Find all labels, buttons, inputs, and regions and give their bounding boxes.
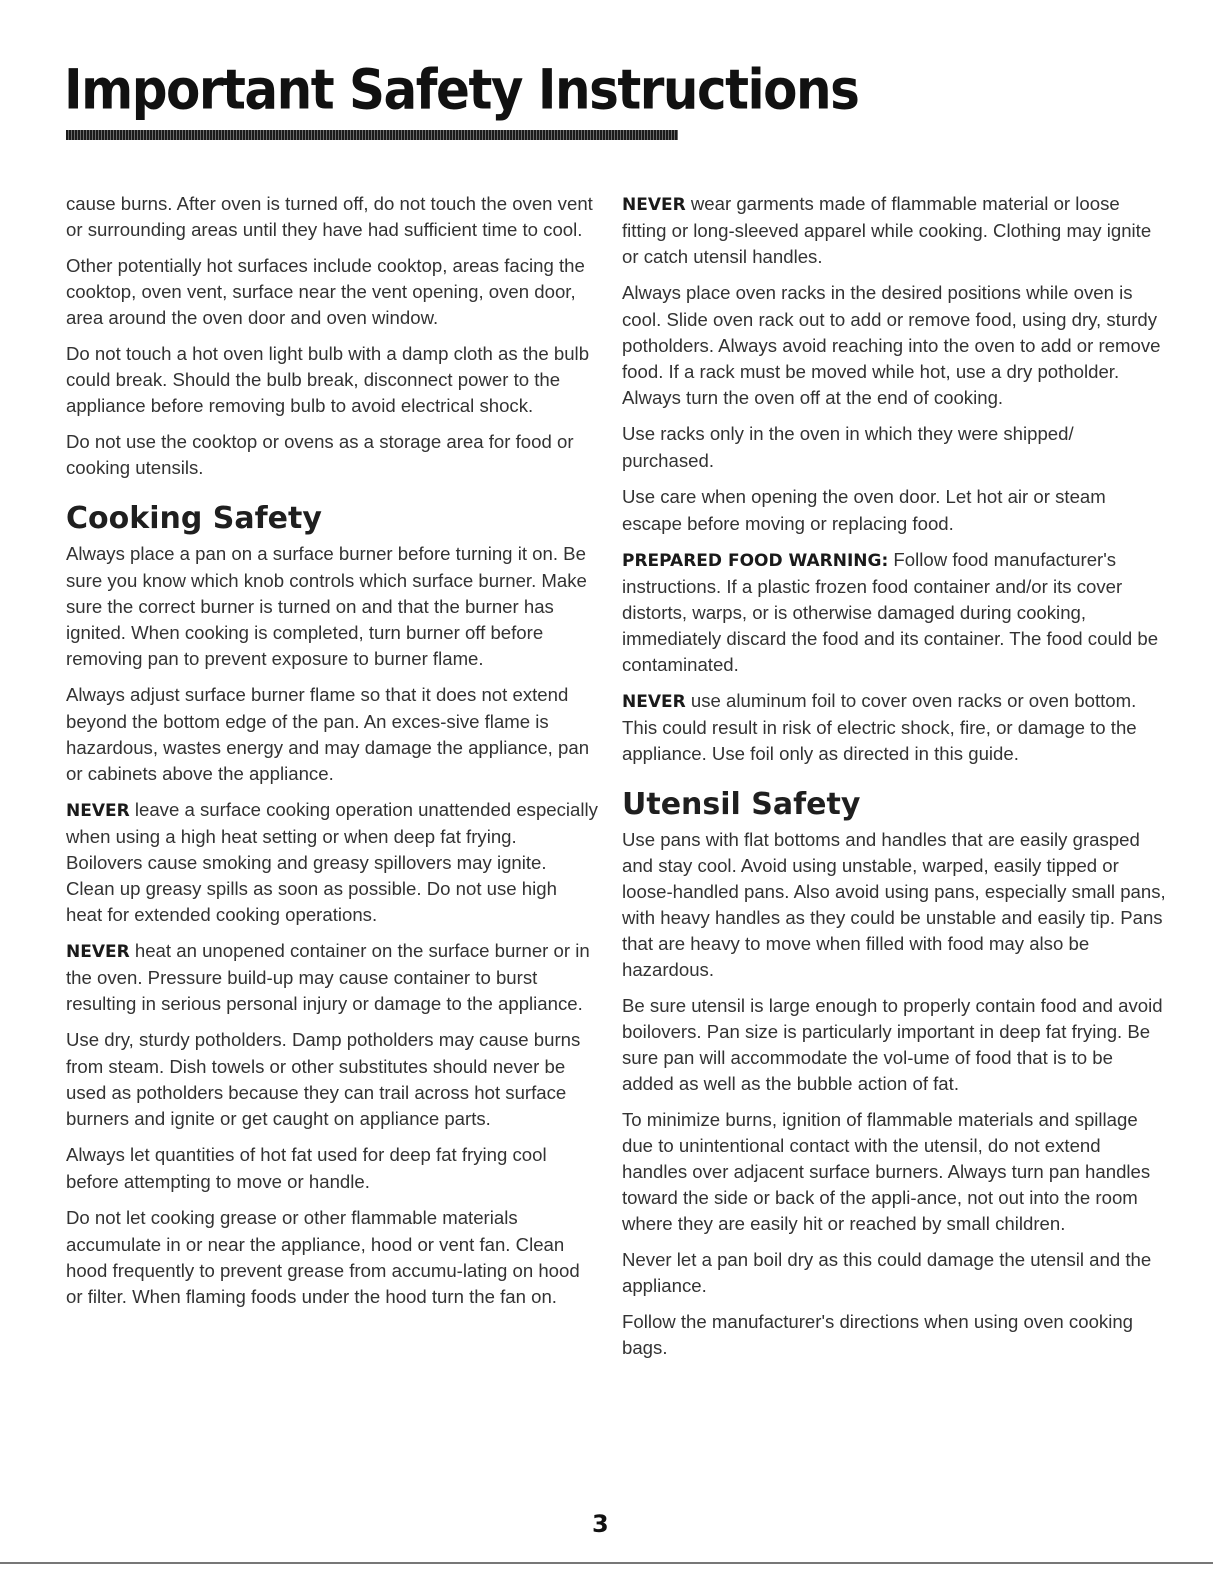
cooking-safety-paragraph (66, 541, 598, 672)
never-warning-lead: NEVER (622, 195, 686, 215)
paragraph-text: Use racks only in the oven in which they were shipped/ purchased. (622, 423, 1074, 471)
paragraph-text: use aluminum foil to cover oven racks or oven bottom. This could result in risk of electric shock, fire, or damage to the appliance. Use foil only as directed in this guide. (622, 690, 1137, 764)
cooking-safety-paragraph (66, 938, 598, 1017)
cooking-safety-paragraph (66, 682, 598, 787)
utensil-safety-heading: Utensil Safety (622, 787, 861, 822)
intro-paragraph: Do not touch a hot oven light bulb with a damp cloth as the bulb could break. Should the bulb break, disconnect power to the appliance before removing bulb to avoid electrical shock. (66, 343, 590, 416)
paragraph-text: Always place a pan on a surface burner before turning it on. Be sure you know which knob controls which surface burner. Make sure the correct burner is turned on and that the burner has ignited. When cooking is completed, turn burner off before removing pan to prevent exposure to burner flame. (66, 543, 587, 669)
never-warning-lead: NEVER (622, 692, 686, 712)
intro-paragraph: cause burns. After oven is turned off, do not touch the oven vent or surrounding areas until they have had sufficient time to cool. (66, 193, 593, 240)
page-title: Important Safety Instructions (64, 58, 859, 122)
paragraph-text: heat an unopened container on the surface burner or in the oven. Pressure build-up may cause container to burst resulting in serious personal injury or damage to the appliance. (66, 940, 590, 1014)
never-warning-lead: NEVER (66, 801, 130, 821)
cooking-safety-paragraph (66, 1205, 598, 1310)
paragraph-text: Always let quantities of hot fat used for deep fat frying cool before attempting to move or handle. (66, 1144, 547, 1192)
prepared-food-warning-lead: PREPARED FOOD WARNING: (622, 551, 889, 571)
paragraph-text: Use care when opening the oven door. Let hot air or steam escape before moving or replacing food. (622, 486, 1106, 534)
paragraph-text: leave a surface cooking operation unattended especially when using a high heat setting or when deep fat frying. Boilovers cause smoking and greasy spillovers may ignite. Clean up greasy spills as soon as possible. Do not use high heat for extended cooking operations. (66, 799, 598, 925)
safety-paragraph (622, 421, 1167, 474)
paragraph-text: Follow food manufacturer's instructions. If a plastic frozen food container and/or its cover distorts, warps, or is otherwise damaged during cooking, immediately discard the food and its container. The food could be contaminated. (622, 549, 1159, 675)
safety-paragraph (622, 547, 1167, 678)
safety-paragraph (622, 484, 1167, 537)
utensil-safety-paragraph: To minimize burns, ignition of flammable materials and spillage due to unintentional contact with the utensil, do not extend handles over adjacent surface burners. Always turn pan handles toward the side or back of the appli-ance, not out into the room where they are easily hit or reached by small children. (622, 1109, 1151, 1234)
safety-paragraph (622, 280, 1167, 411)
left-column (66, 191, 598, 1320)
utensil-safety-paragraph: Follow the manufacturer's directions when using oven cooking bags. (622, 1311, 1134, 1358)
safety-paragraph (622, 688, 1167, 767)
utensil-safety-paragraph: Never let a pan boil dry as this could damage the utensil and the appliance. (622, 1249, 1152, 1296)
utensil-safety-paragraph: Be sure utensil is large enough to properly contain food and avoid boilovers. Pan size is particularly important in deep fat frying. Be sure pan will accommodate the vol-ume of food that is to be added as well as the bubble action of fat. (622, 995, 1163, 1094)
intro-paragraph: Do not use the cooktop or ovens as a storage area for food or cooking utensils. (66, 431, 574, 478)
never-warning-lead: NEVER (66, 942, 130, 962)
intro-paragraph: Other potentially hot surfaces include cooktop, areas facing the cooktop, oven vent, surface near the vent opening, oven door, area around the oven door and oven window. (66, 255, 585, 328)
bottom-divider (0, 1562, 1213, 1564)
utensil-safety-paragraph: Use pans with flat bottoms and handles that are easily grasped and stay cool. Avoid using unstable, warped, easily tipped or loose-handled pans. Also avoid using pans, especially small pans, with heavy handles as they could be unstable and easily tip. Pans that are heavy to move when filled with food may also be hazardous. (622, 829, 1166, 980)
cooking-safety-paragraph (66, 1027, 598, 1132)
cooking-safety-paragraph (66, 797, 598, 928)
right-column (622, 191, 1167, 1371)
safety-paragraph (622, 191, 1167, 270)
page-number: 3 (592, 1510, 609, 1538)
cooking-safety-paragraph (66, 1142, 598, 1195)
paragraph-text: Always adjust surface burner flame so that it does not extend beyond the bottom edge of the pan. An exces-sive flame is hazardous, wastes energy and may damage the appliance, pan or cabinets above the appliance. (66, 684, 590, 784)
title-underline (66, 130, 678, 140)
paragraph-text: Use dry, sturdy potholders. Damp potholders may cause burns from steam. Dish towels or other substitutes should never be used as potholders because they can trail across hot surface burners and ignite or get caught on appliance parts. (66, 1029, 581, 1129)
cooking-safety-heading: Cooking Safety (66, 501, 322, 536)
paragraph-text: Always place oven racks in the desired positions while oven is cool. Slide oven rack out to add or remove food, using dry, sturdy potholders. Always avoid reaching into the oven to add or remove food. If a rack must be moved while hot, use a dry potholder. Always turn the oven off at the end of cooking. (622, 282, 1161, 408)
paragraph-text: wear garments made of flammable material or loose fitting or long-sleeved apparel while cooking. Clothing may ignite or catch utensil handles. (622, 193, 1152, 267)
paragraph-text: Do not let cooking grease or other flammable materials accumulate in or near the appliance, hood or vent fan. Clean hood frequently to prevent grease from accumu-lating on hood or filter. When flaming foods under the hood turn the fan on. (66, 1207, 580, 1307)
